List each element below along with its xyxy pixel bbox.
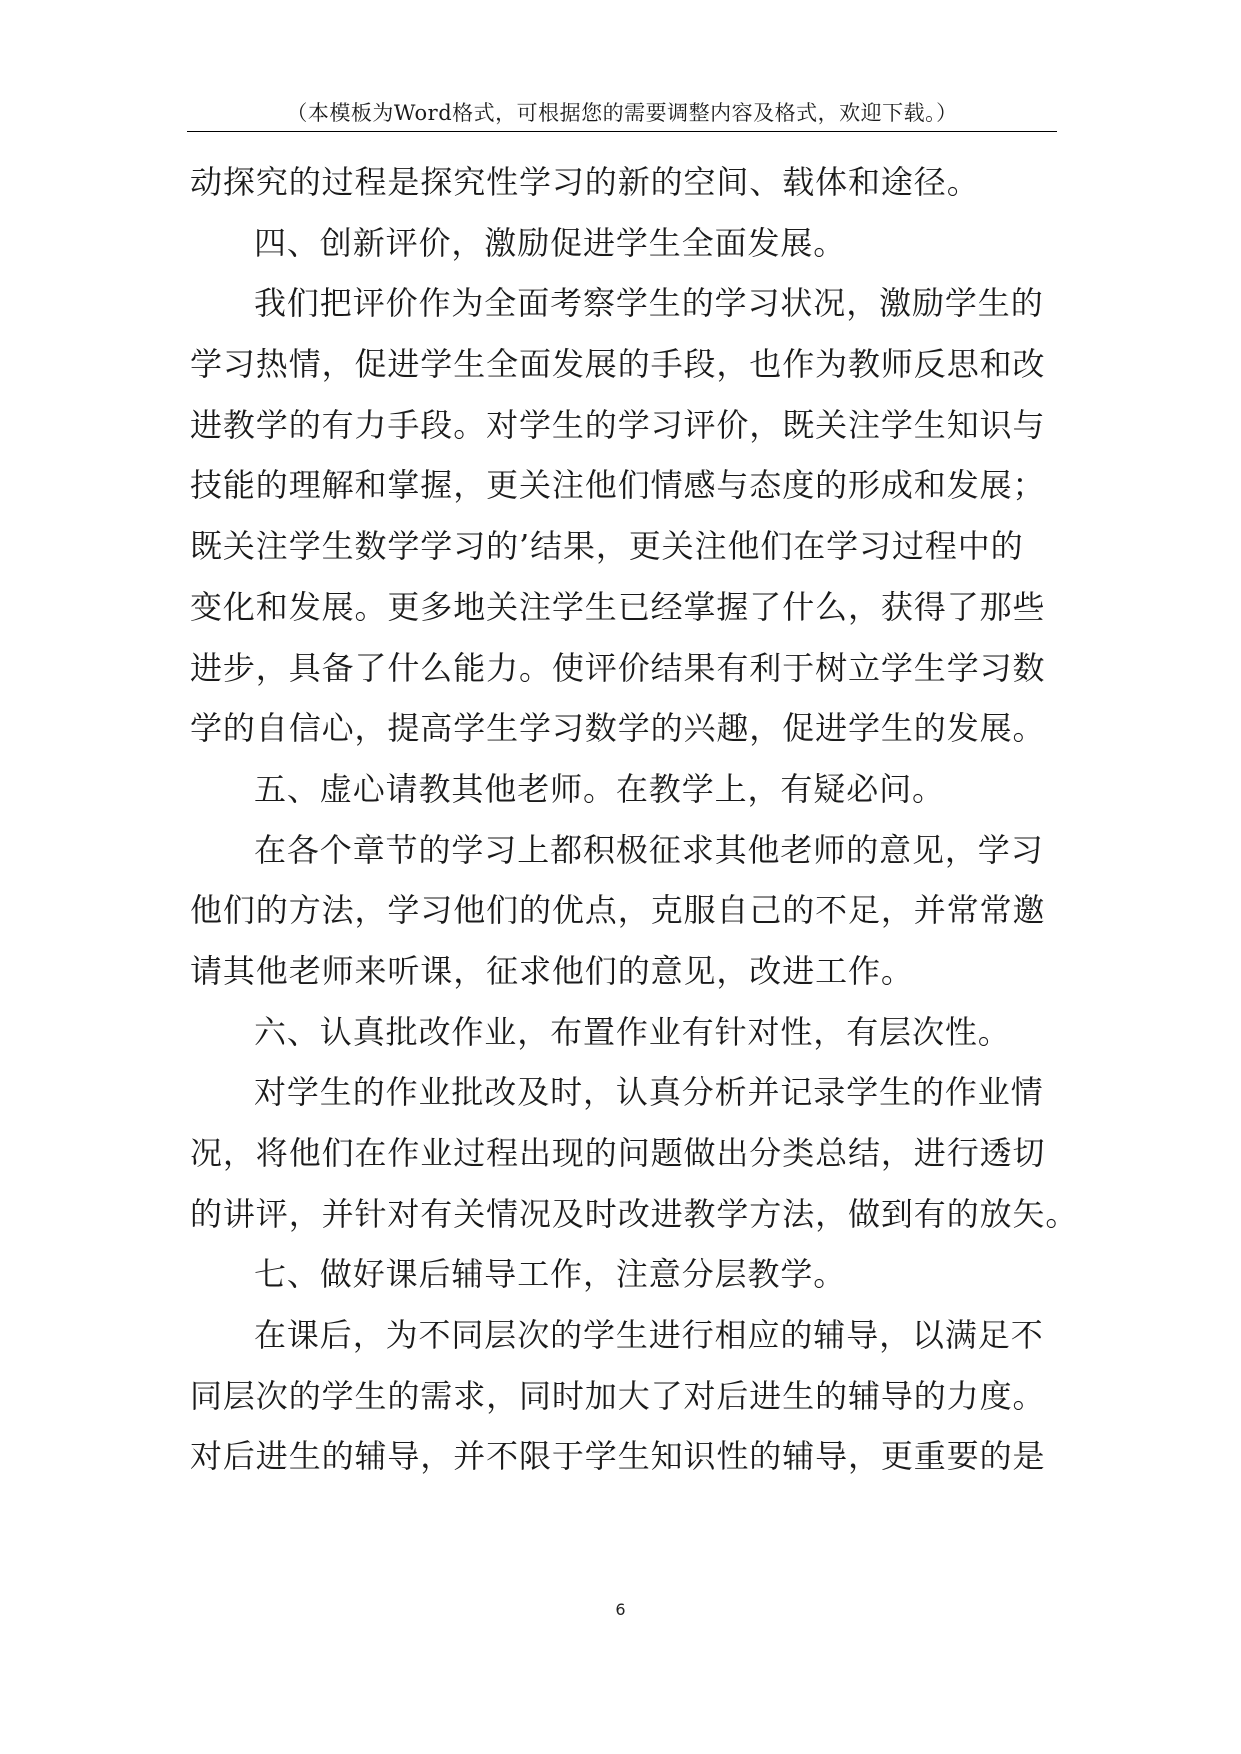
- section-heading: 四、创新评价，激励促进学生全面发展。: [254, 223, 847, 262]
- header-divider: [187, 131, 1057, 132]
- body-line: 在各个章节的学习上都积极征求其他老师的意见，学习: [254, 830, 1044, 869]
- page-header-note: （本模板为Word格式，可根据您的需要调整内容及格式，欢迎下载。）: [286, 101, 958, 125]
- body-line: 对后进生的辅导，并不限于学生知识性的辅导，更重要的是: [190, 1437, 1046, 1476]
- document-body: [190, 152, 1079, 1487]
- section-heading: 六、认真批改作业，布置作业有针对性，有层次性。: [254, 1012, 1011, 1051]
- body-line: 动探究的过程是探究性学习的新的空间、载体和途径。: [190, 163, 980, 201]
- body-line: 对学生的作业批改及时，认真分析并记录学生的作业情: [254, 1073, 1044, 1112]
- body-line: 学的自信心，提高学生学习数学的兴趣，促进学生的发展。: [190, 709, 1046, 748]
- page-number: 6: [615, 1600, 626, 1619]
- body-line: 我们把评价作为全面考察学生的学习状况，激励学生的: [254, 284, 1044, 323]
- body-line: 既关注学生数学学习的’结果，更关注他们在学习过程中的: [190, 527, 1024, 566]
- body-line: 变化和发展。更多地关注学生已经掌握了什么，获得了那些: [190, 587, 1046, 626]
- body-line: 在课后，为不同层次的学生进行相应的辅导，以满足不: [254, 1316, 1044, 1355]
- section-heading: 五、虚心请教其他老师。在教学上，有疑必问。: [254, 769, 945, 808]
- body-line: 同层次的学生的需求，同时加大了对后进生的辅导的力度。: [190, 1376, 1046, 1415]
- section-heading: 七、做好课后辅导工作，注意分层教学。: [254, 1255, 847, 1294]
- body-line: 学习热情，促进学生全面发展的手段，也作为教师反思和改: [190, 345, 1046, 384]
- body-line: 进步，具备了什么能力。使评价结果有利于树立学生学习数: [190, 648, 1046, 687]
- body-line: 况，将他们在作业过程出现的问题做出分类总结，进行透切: [190, 1134, 1046, 1172]
- body-line: 请其他老师来听课，征求他们的意见，改进工作。: [190, 951, 914, 990]
- body-line: 进教学的有力手段。对学生的学习评价，既关注学生知识与: [190, 405, 1046, 444]
- body-line: 他们的方法，学习他们的优点，克服自己的不足，并常常邀: [190, 891, 1046, 930]
- body-line: 技能的理解和掌握，更关注他们情感与态度的形成和发展；: [190, 466, 1046, 505]
- body-line: 的讲评，并针对有关情况及时改进教学方法，做到有的放矢。: [190, 1194, 1079, 1233]
